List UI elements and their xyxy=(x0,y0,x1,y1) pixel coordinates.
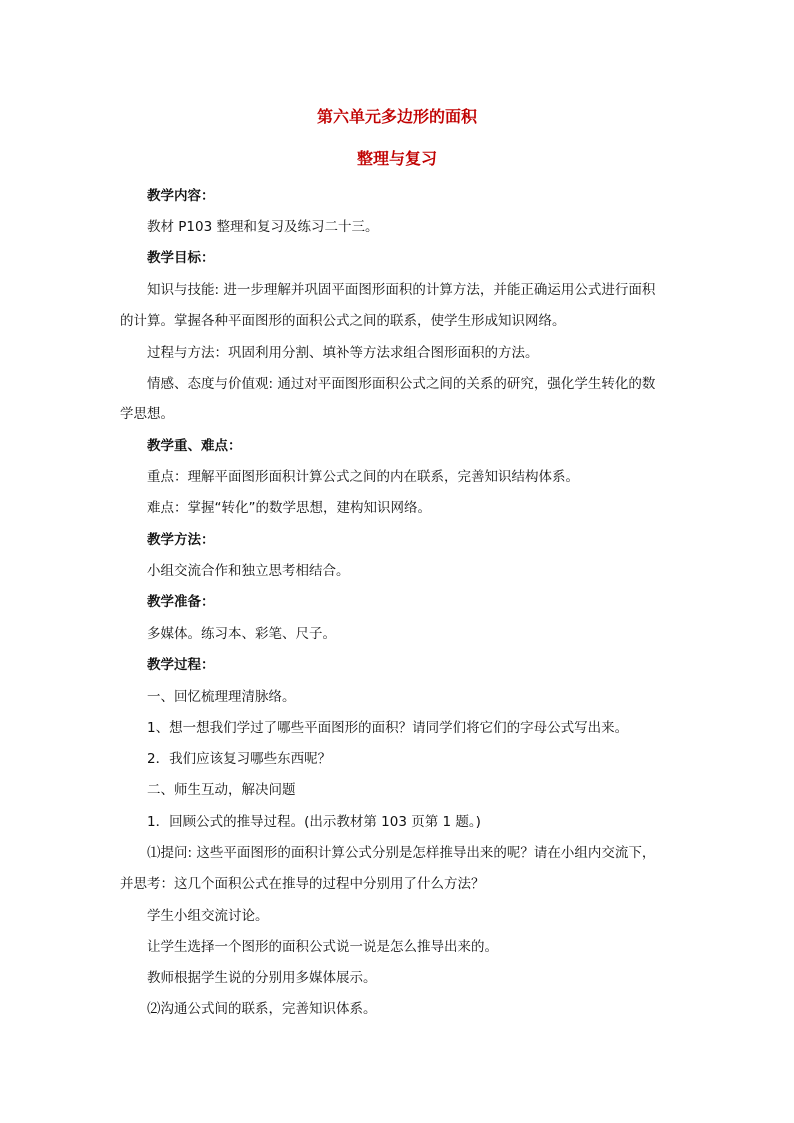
section-heading-process: 教学过程： xyxy=(147,657,215,673)
paragraph: 学生小组交流讨论。 xyxy=(147,908,269,924)
paragraph: 1、想一想我们学过了哪些平面图形的面积？请同学们将它们的字母公式写出来。 xyxy=(147,720,629,736)
paragraph-continuation: 学思想。 xyxy=(120,406,174,422)
paragraph: 二、师生互动，解决问题 xyxy=(147,782,296,798)
paragraph: 知识与技能: 进一步理解并巩固平面图形面积的计算方法，并能正确运用公式进行面积 xyxy=(147,282,656,298)
paragraph: ⑵沟通公式间的联系，完善知识体系。 xyxy=(147,1001,377,1017)
section-heading-methods: 教学方法： xyxy=(147,532,215,548)
paragraph: ⑴提问: 这些平面图形的面积计算公式分别是怎样推导出来的呢？请在小组内交流下， xyxy=(147,845,656,861)
paragraph: 难点：掌握“转化”的数学思想，建构知识网络。 xyxy=(147,500,431,516)
paragraph: 多媒体。练习本、彩笔、尺子。 xyxy=(147,626,336,642)
paragraph: 情感、态度与价值观: 通过对平面图形面积公式之间的关系的研究，强化学生转化的数 xyxy=(147,376,656,392)
paragraph: 教材 P103 整理和复习及练习二十三。 xyxy=(147,219,379,235)
section-heading-key-points: 教学重、难点： xyxy=(147,438,242,454)
section-heading-preparation: 教学准备： xyxy=(147,594,215,610)
paragraph: 小组交流合作和独立思考相结合。 xyxy=(147,563,350,579)
paragraph: 一、回忆梳理理清脉络。 xyxy=(147,689,296,705)
paragraph: 1．回顾公式的推导过程。(出示教材第 103 页第 1 题。) xyxy=(147,814,481,830)
paragraph: 让学生选择一个图形的面积公式说一说是怎么推导出来的。 xyxy=(147,939,498,955)
document-subtitle: 整理与复习 xyxy=(356,149,437,168)
paragraph: 过程与方法：巩固利用分割、填补等方法求组合图形面积的方法。 xyxy=(147,345,539,361)
paragraph: 重点：理解平面图形面积计算公式之间的内在联系，完善知识结构体系。 xyxy=(147,469,579,485)
paragraph: 2．我们应该复习哪些东西呢？ xyxy=(147,751,332,767)
paragraph: 教师根据学生说的分别用多媒体展示。 xyxy=(147,970,377,986)
paragraph-continuation: 并思考：这几个面积公式在推导的过程中分别用了什么方法？ xyxy=(120,876,485,892)
document-title: 第六单元多边形的面积 xyxy=(316,107,477,126)
section-heading-content: 教学内容： xyxy=(147,188,215,204)
section-heading-objectives: 教学目标： xyxy=(147,250,215,266)
paragraph-continuation: 的计算。掌握各种平面图形的面积公式之间的联系，使学生形成知识网络。 xyxy=(120,313,566,329)
